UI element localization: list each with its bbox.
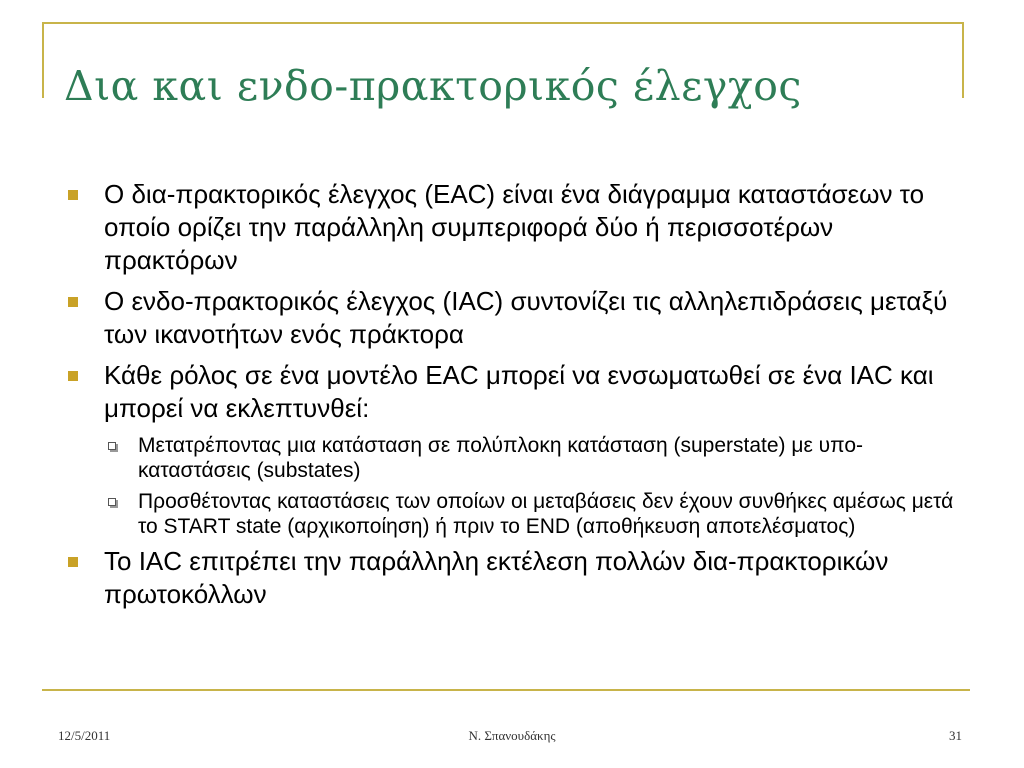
footer-date: 12/5/2011 — [58, 728, 111, 743]
square-bullet-icon — [68, 190, 78, 200]
bullet-text: Ο δια-πρακτορικός έλεγχος (EAC) είναι ένα διάγραμμα καταστάσεων το οποίο ορίζει την παράλληλη συμπεριφορά δύο ή περισσοτέρων πρακτόρων — [104, 179, 925, 275]
bullet-item — [66, 285, 966, 351]
square-bullet-icon — [68, 297, 78, 307]
bullet-item — [66, 178, 966, 277]
footer-divider — [42, 689, 970, 691]
bullet-text: Το IAC επιτρέπει την παράλληλη εκτέλεση πολλών δια-πρακτορικών πρωτοκόλλων — [104, 546, 889, 609]
footer-page-number: 31 — [949, 728, 962, 743]
frame-left-line — [42, 22, 44, 98]
sub-bullet-item — [66, 433, 966, 483]
frame-right-line — [962, 22, 964, 98]
sub-bullet-item — [66, 489, 966, 539]
slide-body — [66, 178, 966, 619]
bullet-item — [66, 359, 966, 425]
frame-top-line — [42, 22, 964, 24]
bullet-text: Ο ενδο-πρακτορικός έλεγχος (IAC) συντονίζει τις αλληλεπιδράσεις μεταξύ των ικανοτήτων ενός πράκτορα — [104, 286, 948, 349]
bullet-text: Κάθε ρόλος σε ένα μοντέλο EAC μπορεί να ενσωματωθεί σε ένα IAC και μπορεί να εκλεπτυνθεί: — [104, 360, 934, 423]
footer-author: Ν. Σπανουδάκης — [468, 728, 556, 743]
slide-title: Δια και ενδο-πρακτορικός έλεγχος — [64, 62, 802, 110]
sub-bullet-text: Μετατρέποντας μια κατάσταση σε πολύπλοκη κατάσταση (superstate) με υπο-καταστάσεις (substates) — [138, 434, 863, 482]
hollow-square-bullet-icon — [108, 442, 116, 450]
bullet-item — [66, 545, 966, 611]
square-bullet-icon — [68, 557, 78, 567]
square-bullet-icon — [68, 371, 78, 381]
sub-bullet-text: Προσθέτοντας καταστάσεις των οποίων οι μεταβάσεις δεν έχουν συνθήκες αμέσως μετά το START state (αρχικοποίηση) ή πριν το END (αποθήκευση αποτελέσματος) — [138, 490, 954, 538]
hollow-square-bullet-icon — [108, 498, 116, 506]
